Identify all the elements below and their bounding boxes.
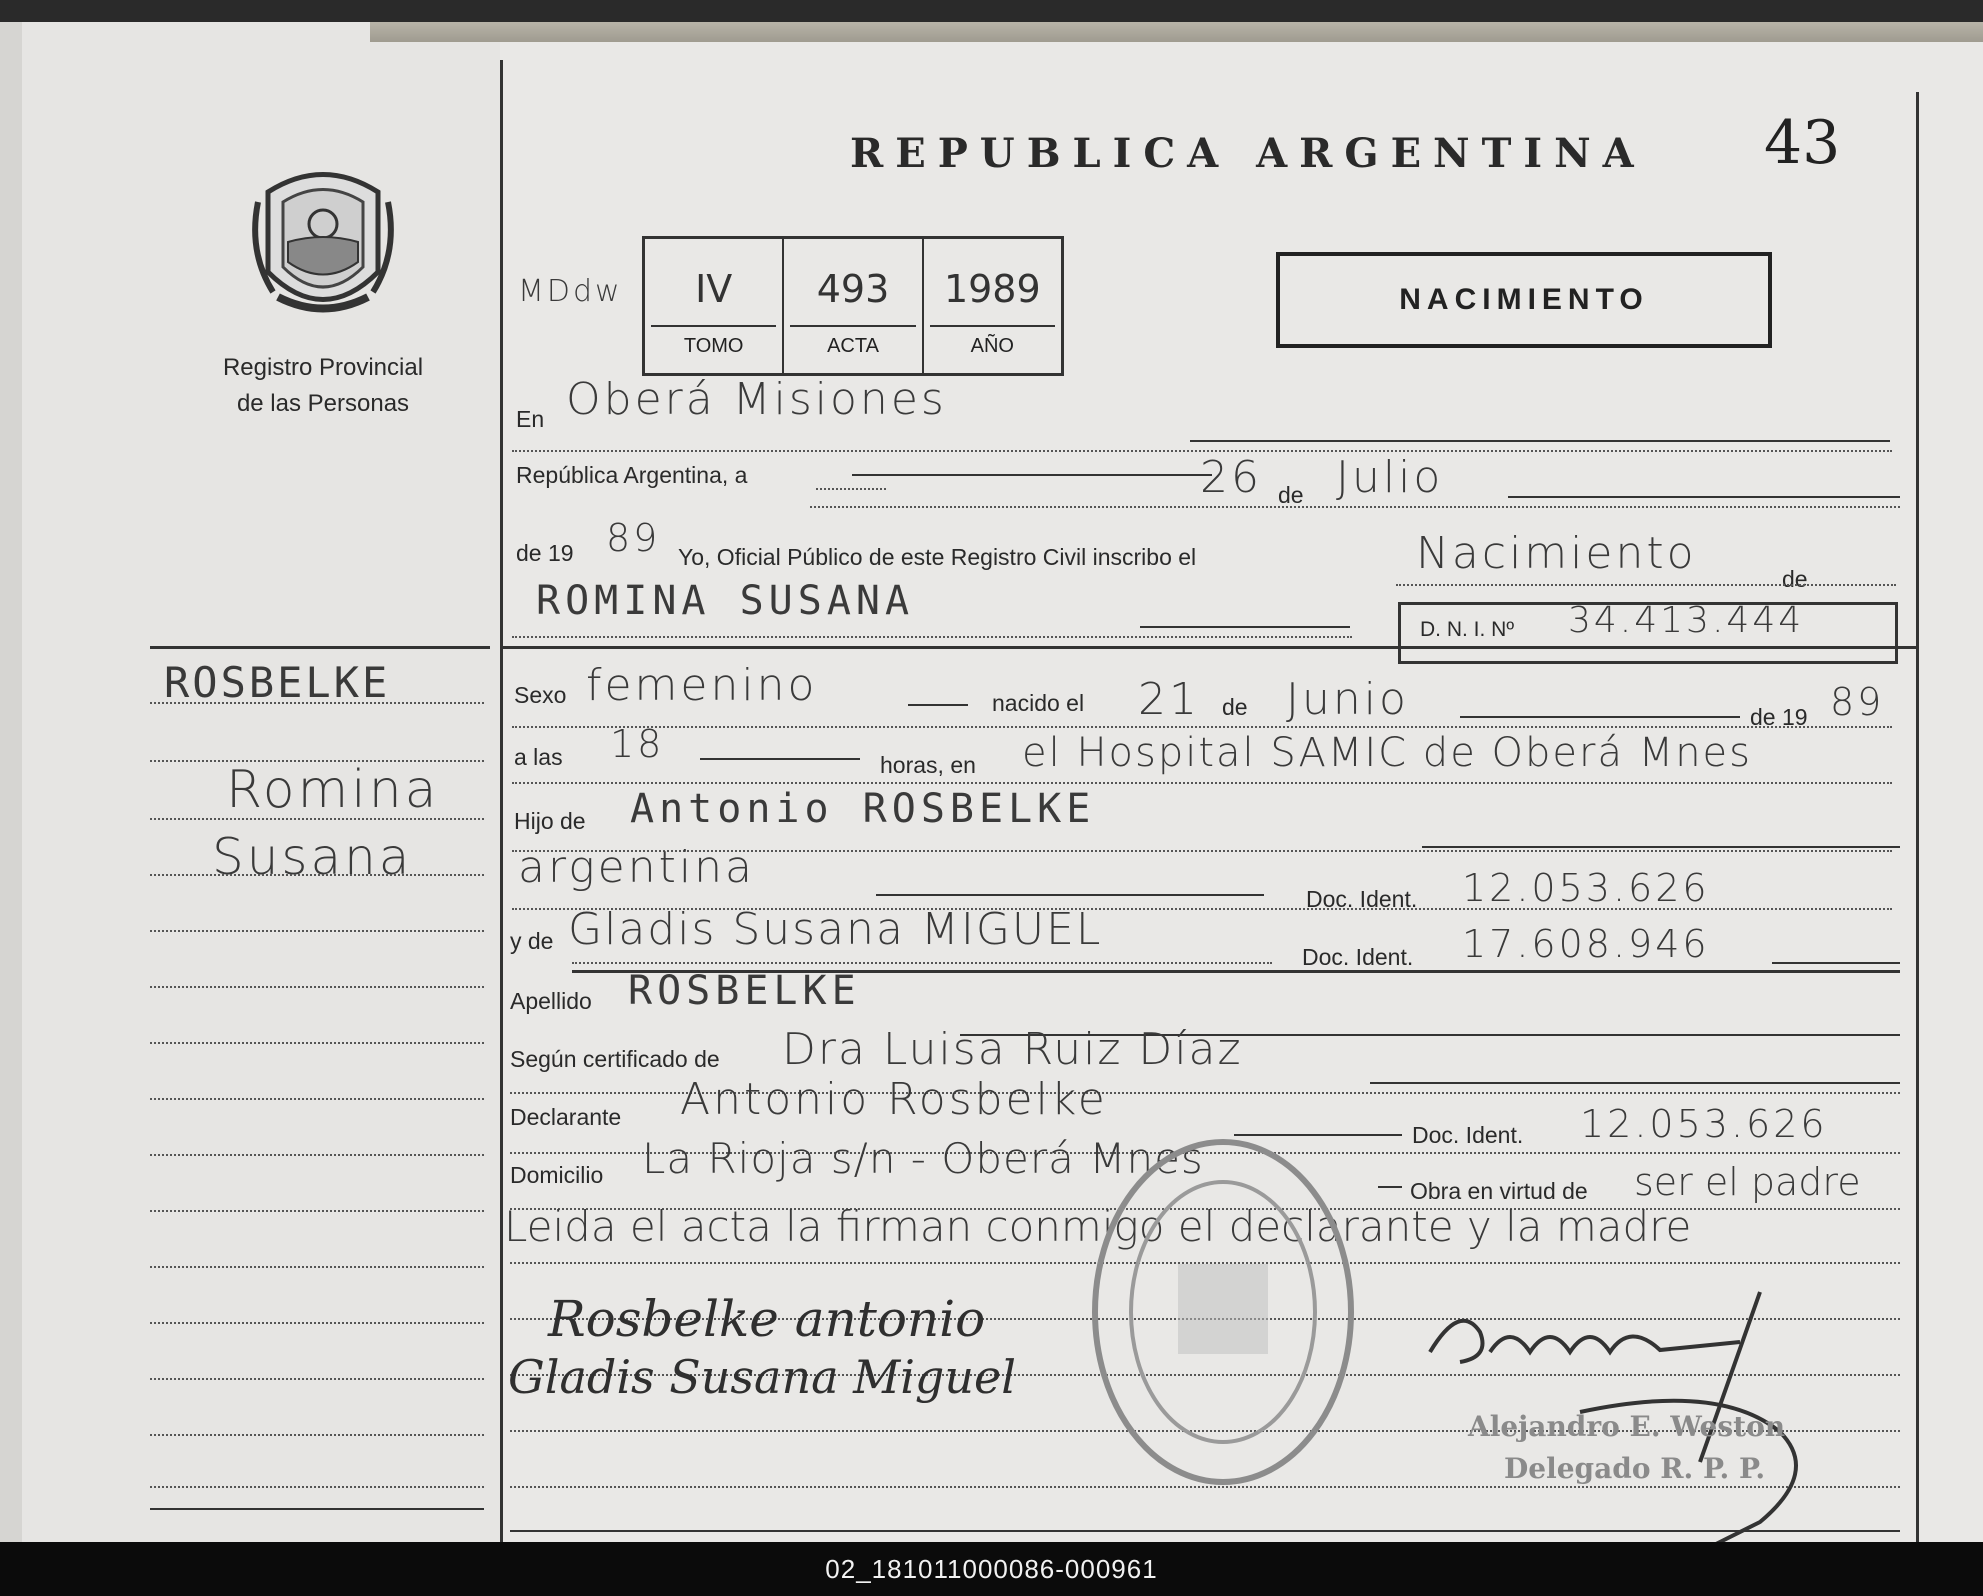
father-line [1422, 846, 1900, 848]
republica-dots [816, 488, 886, 490]
register-prefix: MDdw [518, 274, 623, 309]
left-dots-7 [150, 1042, 484, 1044]
apellido-value: ROSBELKE [628, 968, 861, 1014]
record-month: Julio [1336, 452, 1444, 503]
left-dots-10 [150, 1210, 484, 1212]
father-name: Antonio ROSBELKE [630, 786, 1096, 832]
a-las-label: a las [514, 744, 563, 770]
left-bottom-line [150, 1508, 484, 1510]
certifier: Dra Luisa Ruiz Díaz [782, 1024, 1243, 1075]
tomo-value: IV [695, 267, 733, 311]
place-value: Oberá Misiones [566, 374, 947, 425]
left-given-2: Susana [212, 828, 413, 886]
mother-line [1772, 962, 1900, 964]
name-separator [502, 646, 1916, 649]
left-dots-1 [150, 702, 484, 704]
domicilio-line [1378, 1186, 1402, 1188]
official-title: Delegado R. P. P. [1504, 1452, 1766, 1485]
en-line [1190, 440, 1890, 442]
provincial-crest-icon [248, 162, 398, 322]
registry-seal-icon [1088, 1134, 1358, 1490]
left-dots-2 [150, 760, 484, 762]
left-dots-15 [150, 1486, 484, 1488]
ano-line [930, 325, 1055, 327]
left-dots-12 [150, 1322, 484, 1324]
segun-line [1370, 1082, 1900, 1084]
obra-label: Obra en virtud de [1410, 1178, 1588, 1204]
document-page [0, 22, 1983, 1542]
de-label-2: de [1782, 566, 1808, 592]
left-dots-3 [150, 818, 484, 820]
right-divider [1916, 92, 1919, 1542]
register-box [642, 236, 1064, 376]
left-dots-11 [150, 1266, 484, 1268]
country-title: REPUBLICA ARGENTINA [850, 130, 1646, 177]
dni-label: D. N. I. Nº [1420, 618, 1515, 641]
sexo-line [908, 704, 968, 706]
father-signature: Rosbelke antonio [548, 1290, 986, 1348]
birth-month-line [1460, 716, 1740, 718]
tomo-line [651, 325, 776, 327]
tomo-cell [645, 239, 784, 373]
domicilio-value: La Rioja s/n - Oberá Mnes [642, 1134, 1204, 1183]
father-nationality: argentina [518, 842, 755, 893]
declarante-doc-label: Doc. Ident. [1412, 1122, 1524, 1148]
nacido-label: nacido el [992, 690, 1085, 716]
hour-line [700, 758, 860, 760]
a-las-dots [512, 782, 1892, 784]
mother-signature: Gladis Susana Miguel [508, 1350, 1016, 1404]
binding-top-band [370, 22, 1983, 42]
record-de-label: de [1278, 482, 1304, 508]
father-doc-label: Doc. Ident. [1306, 886, 1418, 912]
horas-label: horas, en [880, 752, 976, 778]
act-type-dots [1396, 584, 1896, 586]
left-dots-9 [150, 1154, 484, 1156]
declarante-value: Antonio Rosbelke [680, 1074, 1108, 1125]
birth-hour: 18 [610, 722, 665, 766]
sexo-value: femenino [586, 660, 818, 711]
registry-line-2: de las Personas [236, 390, 410, 417]
left-dots-13 [150, 1378, 484, 1380]
act-type-value: Nacimiento [1416, 528, 1697, 579]
republica-line [852, 474, 1212, 476]
father-doc: 12.053.626 [1462, 866, 1710, 910]
sexo-label: Sexo [514, 682, 567, 708]
tomo-label: TOMO [683, 335, 744, 357]
segun-label: Según certificado de [510, 1046, 720, 1072]
birth-de-19-label: de 19 [1750, 704, 1808, 730]
mother-doc: 17.608.946 [1462, 922, 1710, 966]
left-dots-4 [150, 874, 484, 876]
ano-cell [924, 239, 1061, 373]
registry-line-1: Registro Provincial [222, 354, 424, 381]
image-id-bar [0, 1542, 1983, 1596]
closing-text: Leida el acta la firman conmigo el declarante y la madre [504, 1202, 1692, 1251]
acta-label: ACTA [827, 335, 879, 357]
acta-line [790, 325, 915, 327]
ano-label: AÑO [970, 335, 1014, 357]
obra-value: ser el padre [1634, 1160, 1861, 1204]
official-name: Alejandro E. Weston [1468, 1410, 1786, 1443]
birth-month: Junio [1286, 674, 1409, 725]
hijo-label: Hijo de [514, 808, 586, 834]
y-de-label: y de [510, 928, 554, 954]
left-dots-6 [150, 986, 484, 988]
left-dots-14 [150, 1434, 484, 1436]
en-label: En [516, 406, 545, 432]
mother-doc-label: Doc. Ident. [1302, 944, 1414, 970]
republica-dots-2 [810, 506, 1900, 508]
left-dots-8 [150, 1098, 484, 1100]
image-id-text: 02_181011000086-000961 [825, 1553, 1158, 1584]
republica-label: República Argentina, a [516, 462, 748, 488]
acta-value: 493 [816, 267, 890, 311]
declarante-label: Declarante [510, 1104, 622, 1130]
dni-value: 34.413.444 [1568, 600, 1805, 641]
record-year: 89 [606, 516, 661, 560]
domicilio-label: Domicilio [510, 1162, 604, 1188]
birth-place: el Hospital SAMIC de Oberá Mnes [1022, 730, 1752, 776]
mother-dots [572, 962, 1272, 964]
sexo-dots [512, 726, 1892, 728]
left-name-separator [150, 646, 490, 649]
apellido-label: Apellido [510, 988, 592, 1014]
child-name: ROMINA SUSANA [536, 578, 915, 624]
registry-name [198, 350, 448, 422]
left-surname: ROSBELKE [164, 658, 391, 707]
child-name-dots [512, 636, 1352, 638]
acta-cell [784, 239, 923, 373]
record-day: 26 [1200, 452, 1262, 503]
binding-spine [0, 22, 22, 1542]
ano-value: 1989 [943, 267, 1041, 311]
document-type-box: NACIMIENTO [1276, 252, 1772, 348]
republica-line-2 [1508, 496, 1900, 498]
birth-de-label: de [1222, 694, 1248, 720]
child-name-line [1140, 626, 1350, 628]
left-dots-5 [150, 930, 484, 932]
de-19-label: de 19 [516, 540, 574, 566]
left-given-1: Romina [226, 760, 440, 820]
page-number: 43 [1764, 108, 1841, 178]
left-divider [500, 60, 503, 1542]
birth-day: 21 [1138, 674, 1200, 725]
yo-label: Yo, Oficial Público de este Registro Civil inscribo el [678, 544, 1197, 570]
birth-year: 89 [1830, 680, 1885, 724]
nationality-line [876, 894, 1264, 896]
mother-name: Gladis Susana MIGUEL [568, 904, 1103, 955]
declarante-doc: 12.053.626 [1580, 1102, 1828, 1146]
